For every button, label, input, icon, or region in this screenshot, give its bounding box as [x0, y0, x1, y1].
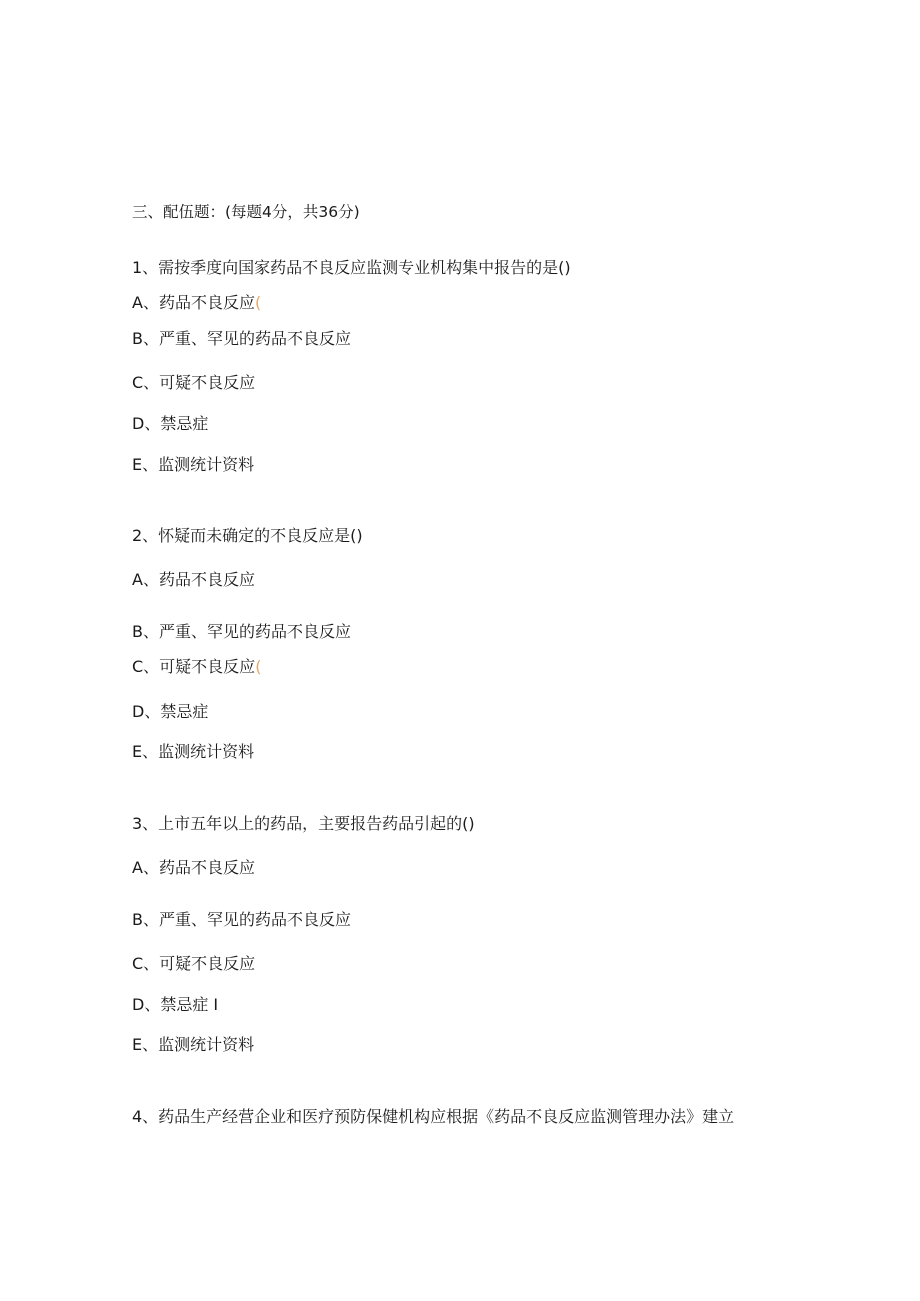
- question-2-option-c: [132, 657, 261, 677]
- question-3-option-d: D、禁忌症 I: [132, 995, 219, 1014]
- question-2-option-e: E、监测统计资料: [132, 742, 255, 761]
- question-4-stem: 4、药品生产经营企业和医疗预防保健机构应根据《药品不良反应监测管理办法》建立: [132, 1107, 735, 1126]
- answer-mark: (: [254, 293, 262, 312]
- question-2-stem: 2、怀疑而未确定的不良反应是(): [132, 526, 363, 545]
- question-1-option-a: [132, 293, 261, 313]
- question-3-option-a: A、药品不良反应: [132, 858, 255, 877]
- question-1-option-d: D、禁忌症: [132, 414, 209, 433]
- question-2-option-a: A、药品不良反应: [132, 570, 255, 589]
- option-text: C、可疑不良反应: [132, 657, 256, 676]
- question-3-stem: 3、上市五年以上的药品，主要报告药品引起的(): [132, 814, 475, 833]
- question-3-option-e: E、监测统计资料: [132, 1035, 255, 1054]
- section-heading: 三、配伍题：(每题4分，共36分): [132, 203, 360, 221]
- question-1-option-e: E、监测统计资料: [132, 455, 255, 474]
- option-text: A、药品不良反应: [132, 293, 255, 312]
- question-3-option-b: B、严重、罕见的药品不良反应: [132, 910, 351, 929]
- question-2-option-d: D、禁忌症: [132, 702, 209, 721]
- question-3-option-c: C、可疑不良反应: [132, 954, 256, 973]
- question-1-option-b: B、严重、罕见的药品不良反应: [132, 329, 351, 348]
- question-1-stem: 1、需按季度向国家药品不良反应监测专业机构集中报告的是(): [132, 258, 571, 277]
- question-1-option-c: C、可疑不良反应: [132, 373, 256, 392]
- question-2-option-b: B、严重、罕见的药品不良反应: [132, 622, 351, 641]
- answer-mark: (: [255, 657, 262, 676]
